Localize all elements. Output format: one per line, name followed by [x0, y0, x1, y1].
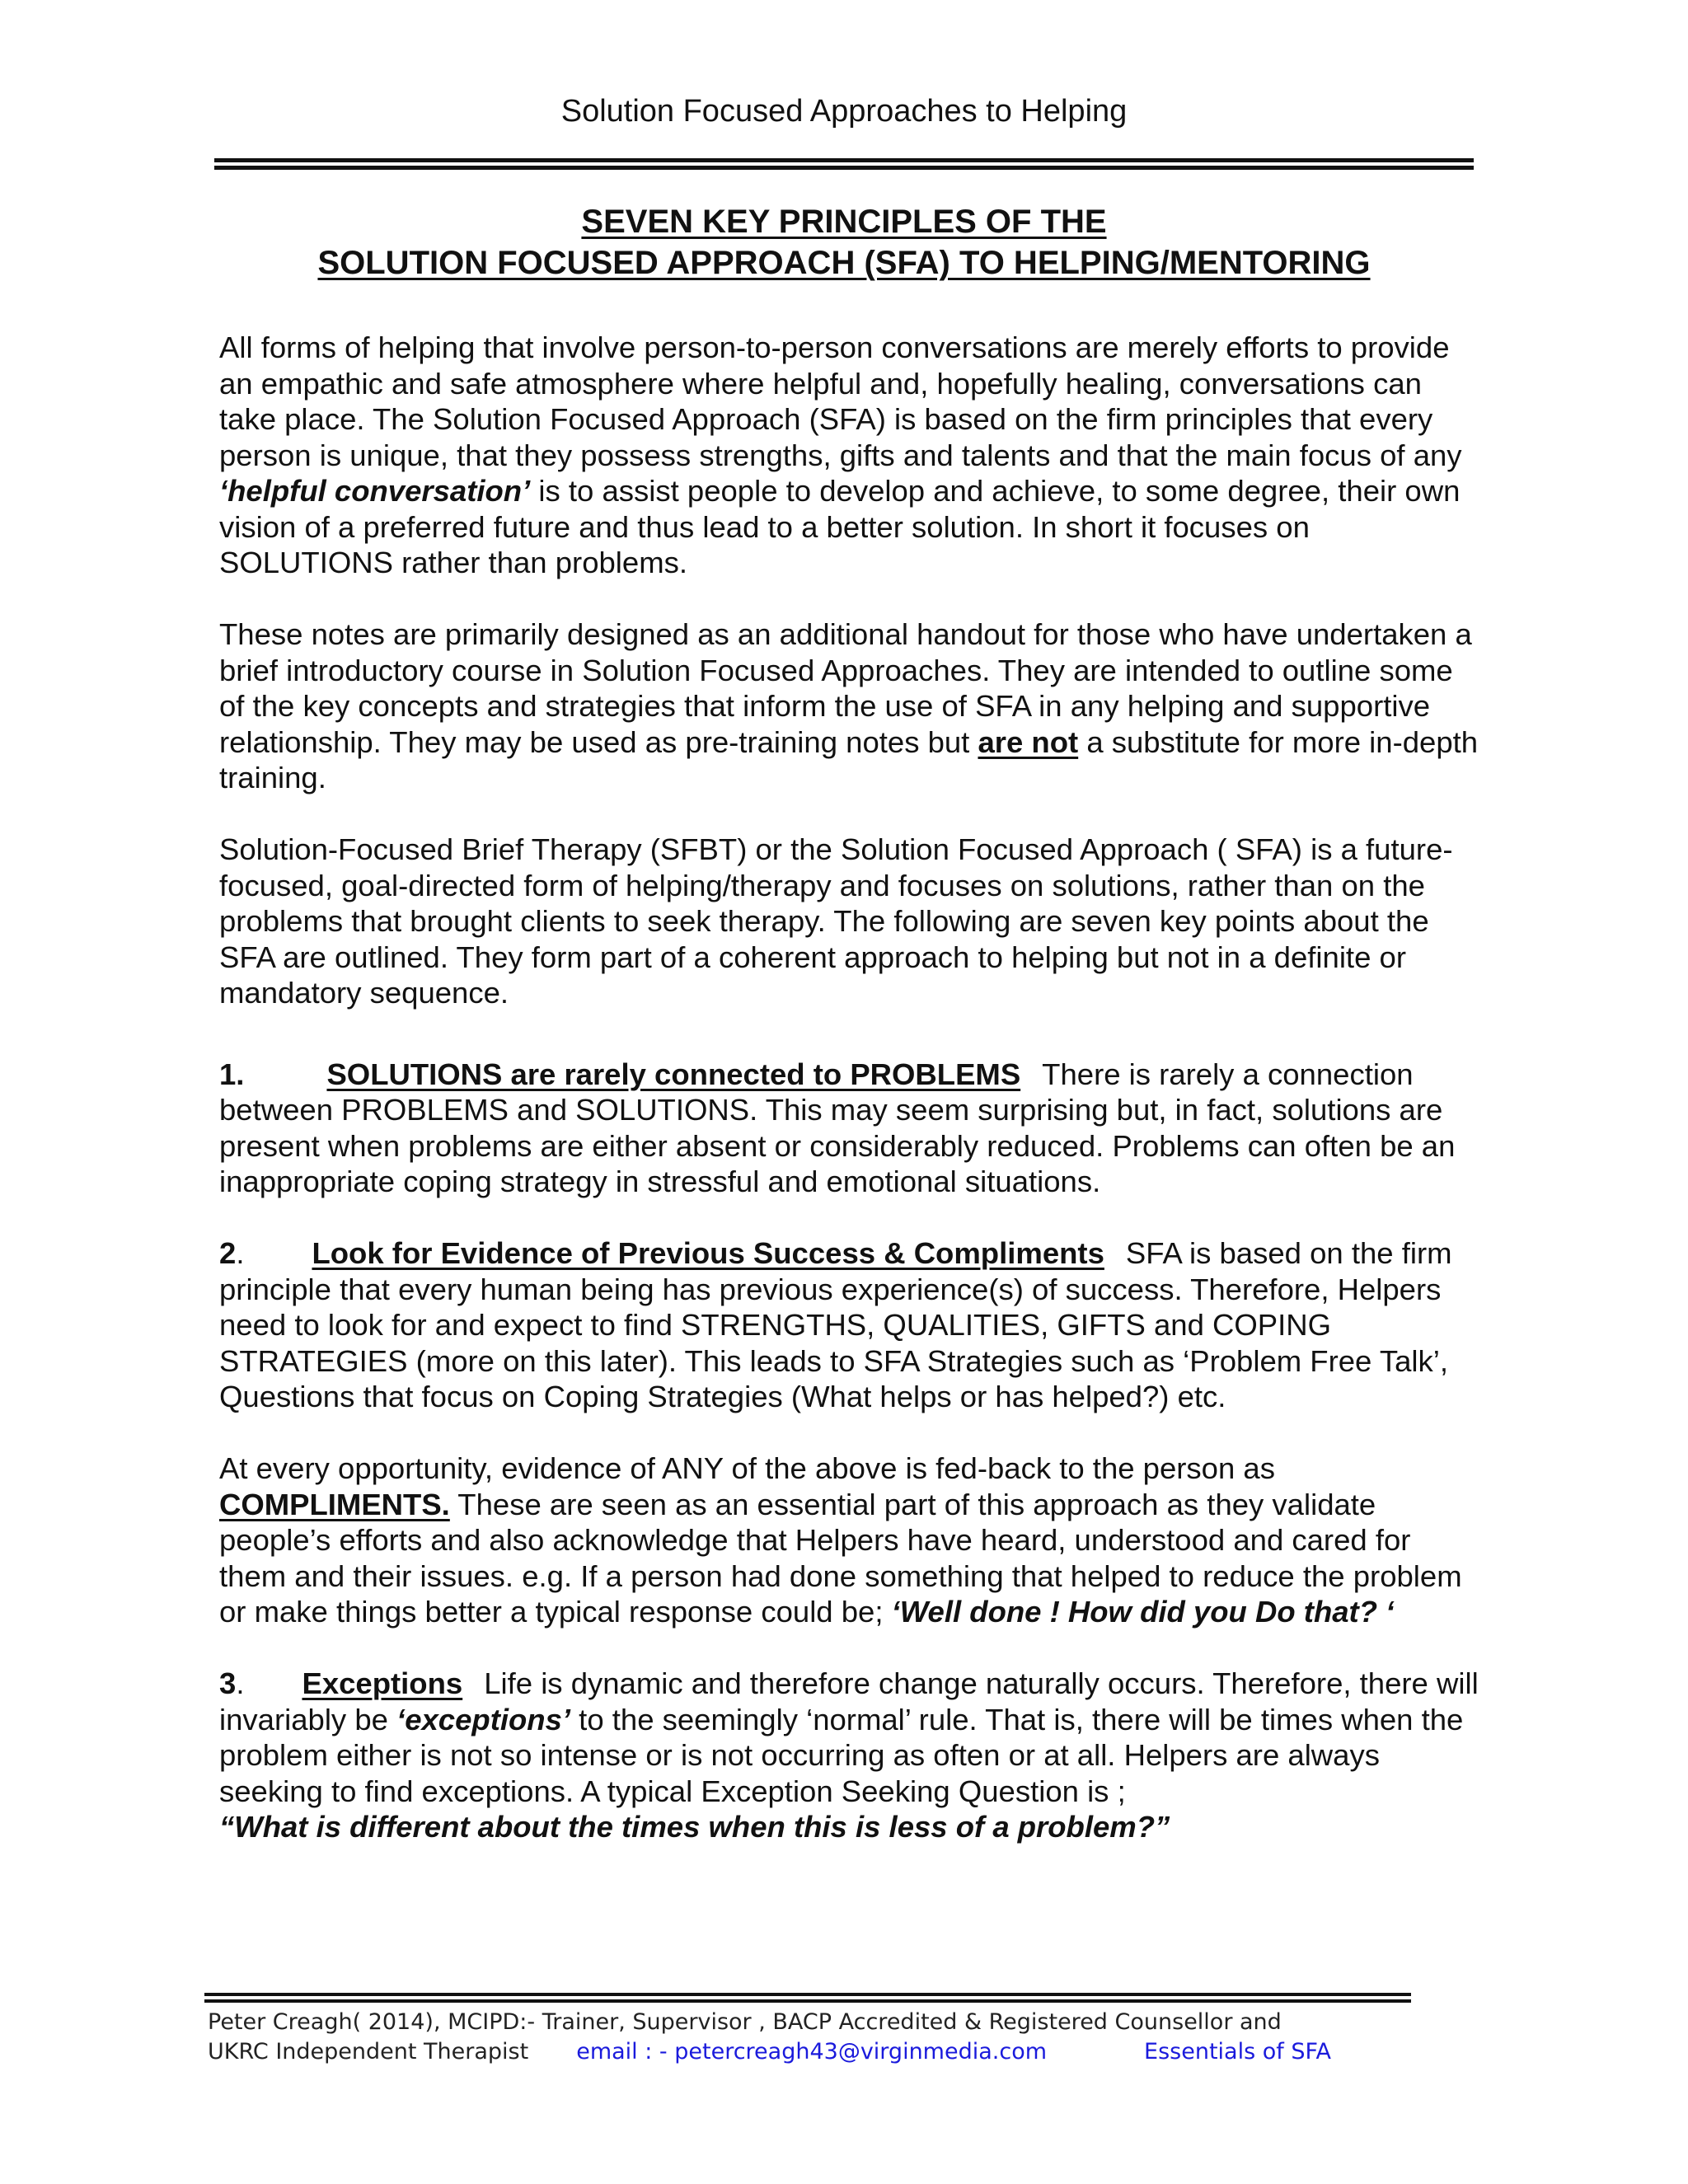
exception-seeking-question: “What is different about the times when this is less of a problem?” — [219, 1810, 1170, 1844]
document-title — [0, 201, 1688, 284]
well-done-quote: ‘Well done ! How did you Do that? ‘ — [891, 1595, 1395, 1629]
principle-2-number: 2 — [219, 1236, 237, 1270]
intro-paragraph-1: All forms of helping that involve person-to-person conversations are merely efforts to provide an empathic and safe atmosphere where helpful and, hopefully healing, conversations can take place. The Solution Focused Approach (SFA) is based on the firm principles that every person is unique, that they possess strengths, gifts and talents and that the main focus of any ‘helpful conversation’ is to assist people to develop and achieve, to some degree, their own vision of a preferred future and thus lead to a better solution. In short it focuses on SOLUTIONS rather than problems. — [219, 330, 1462, 579]
title-line-1: SEVEN KEY PRINCIPLES OF THE — [581, 204, 1107, 240]
compliments-emphasis: COMPLIMENTS. — [219, 1487, 450, 1521]
principle-1-text: There is rarely a connection between PROBLEMS and SOLUTIONS. This may seem surprising but, in fact, solutions are present when problems are either absent or considerably reduced. Problems can often be an inappropriate coping strategy in stressful and emotional situations. — [219, 1057, 1456, 1198]
principle-3-number: 3 — [219, 1666, 237, 1700]
intro-paragraph-3: Solution-Focused Brief Therapy (SFBT) or the Solution Focused Approach ( SFA) is a future-focused, goal-directed form of helping/therapy and focuses on solutions, rather than on the problems that brought clients to seek therapy. The following are seven key points about the SFA are outlined. They form part of a coherent approach to helping but not in a definite or mandatory sequence. — [219, 832, 1453, 1010]
principle-2-heading: Look for Evidence of Previous Success & Compliments — [312, 1236, 1104, 1270]
principle-2-compliments: At every opportunity, evidence of ANY of the above is fed-back to the person as COMPLIMENTS. These are seen as an essential part of this approach as they validate people’s efforts and also acknowledge that Helpers have heard, understood and cared for them and their issues. e.g. If a person had done something that helped to reduce the problem or make things better a typical response could be; ‘Well done ! How did you Do that? ‘ — [219, 1451, 1462, 1629]
header-double-rule — [214, 158, 1474, 170]
helpful-conversation-emphasis: ‘helpful conversation’ — [219, 474, 531, 508]
title-line-2: SOLUTION FOCUSED APPROACH (SFA) TO HELPING/MENTORING — [317, 245, 1371, 281]
footer-double-rule — [204, 1993, 1411, 2003]
intro-paragraph-2: These notes are primarily designed as an additional handout for those who have undertaken a brief introductory course in Solution Focused Approaches. They are intended to outline some of the key concepts and strategies that inform the use of SFA in any helping and supportive relationship. They may be used as pre-training notes but are not a substitute for more in-depth training. — [219, 617, 1479, 794]
principle-1 — [219, 1057, 1480, 1200]
principle-2: 2. Look for Evidence of Previous Success & Compliments SFA is based on the firm principle that every human being has previous experience(s) of success. Therefore, Helpers need to look for and expect to find STRENGTHS, QUALITIES, GIFTS and COPING STRATEGIES (more on this later). This leads to SFA Strategies such as ‘Problem Free Talk’, Questions that focus on Coping Strategies (What helps or has helped?) etc. — [219, 1236, 1452, 1413]
principle-2-text: SFA is based on the firm principle that every human being has previous experience(s) of success. Therefore, Helpers need to look for and expect to find STRENGTHS, QUALITIES, GIFTS and COPING STRATEGIES (more on this later). This leads to SFA Strategies such as ‘Problem Free Talk’, Questions that focus on Coping Strategies (What helps or has helped?) etc. — [219, 1236, 1452, 1413]
exceptions-emphasis: ‘exceptions’ — [396, 1702, 571, 1736]
principle-3-heading: Exceptions — [302, 1666, 463, 1700]
footer-author-line: Peter Creagh( 2014), MCIPD:- Trainer, Supervisor , BACP Accredited & Registered Counsellor and — [208, 2009, 1282, 2035]
footer-email-link[interactable]: email : - petercreagh43@virginmedia.com — [576, 2039, 1048, 2064]
footer-tag: Essentials of SFA — [1144, 2039, 1331, 2064]
page-footer — [208, 2008, 1444, 2067]
principle-1-number: 1. — [219, 1057, 245, 1091]
principle-1-heading: SOLUTIONS are rarely connected to PROBLEMS — [326, 1057, 1021, 1091]
running-header: Solution Focused Approaches to Helping — [560, 94, 1128, 129]
footer-credential: UKRC Independent Therapist — [208, 2039, 529, 2064]
are-not-emphasis: are not — [978, 724, 1079, 759]
principle-3: 3. Exceptions Life is dynamic and therefore change naturally occurs. Therefore, there will invariably be ‘exceptions’ to the seemingly ‘normal’ rule. That is, there will be times when the problem either is not so intense or is not occurring as often or at all. Helpers are always seeking to find exceptions. A typical Exception Seeking Question is ; “What is different about the times when this is less of a problem?” — [219, 1666, 1479, 1844]
document-body — [219, 330, 1480, 1881]
